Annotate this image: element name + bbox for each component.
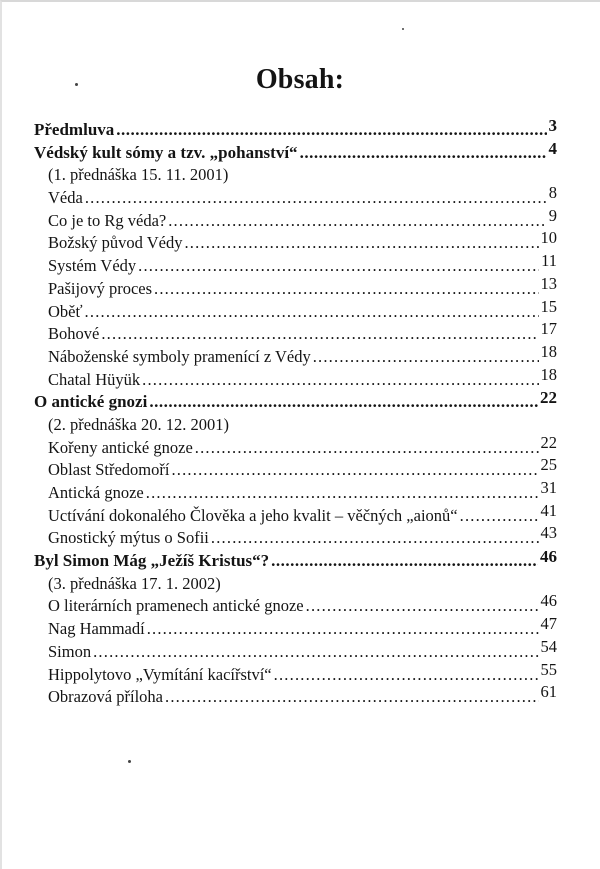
toc-page-number: 54 (540, 636, 557, 656)
dot-leader (313, 346, 539, 369)
toc-entry-title: Hippolytovo „Vymítání kacířství“ (48, 664, 272, 684)
toc-entry-title: Antická gnoze (48, 483, 144, 502)
dot-leader (271, 550, 538, 573)
dot-leader (116, 119, 546, 142)
dot-leader (168, 210, 547, 233)
toc-section-entry (34, 682, 557, 709)
toc-page-number: 10 (540, 228, 557, 248)
toc-page-number: 17 (540, 319, 557, 339)
dot-leader (142, 369, 538, 392)
toc-section-entry (34, 636, 557, 664)
toc-page-number: 47 (540, 614, 557, 634)
toc-page-number: 8 (548, 183, 557, 203)
toc-lecture-note (34, 414, 557, 437)
toc-chapter-entry (34, 547, 557, 573)
dot-leader (85, 301, 539, 324)
toc-entry-title: Gnostický mýtus o Sofii (48, 528, 209, 548)
toc-section-entry (34, 341, 557, 369)
dot-leader (138, 255, 539, 278)
toc-section-entry (34, 273, 557, 301)
toc-page-number: 46 (540, 547, 557, 567)
toc-page-number: 18 (540, 341, 557, 361)
toc-chapter-entry (34, 116, 557, 142)
dot-leader (306, 595, 539, 618)
dot-leader (147, 618, 539, 641)
dot-leader (195, 437, 539, 460)
toc-entry-title: Systém Védy (48, 256, 137, 276)
toc-section-entry (34, 455, 557, 482)
toc-section-entry (34, 500, 557, 528)
toc-lecture-note (34, 164, 557, 187)
toc-section-entry (34, 659, 557, 687)
toc-entry-title: Simon (48, 641, 92, 661)
toc-section-entry (34, 432, 557, 460)
toc-section-entry (34, 591, 557, 618)
toc-entry-title: (2. přednáška 20. 12. 2001) (48, 414, 230, 434)
toc-entry-title: O literárních pramenech antické gnoze (48, 596, 304, 616)
toc-section-entry (34, 523, 557, 550)
toc-entry-title: Oběť (48, 301, 83, 321)
toc-section-entry (34, 205, 557, 233)
toc-section-entry (34, 364, 557, 392)
toc-page-number: 22 (540, 388, 557, 408)
toc-entry-title: Náboženské symboly pramenící z Védy (48, 346, 311, 366)
toc-entry-title: Védský kult sómy a tzv. „pohanství“ (34, 142, 298, 162)
paper-speck (402, 28, 404, 30)
dot-leader (184, 232, 538, 255)
dot-leader (300, 142, 547, 165)
toc-page-number: 15 (540, 296, 557, 316)
toc-page-number: 13 (540, 273, 557, 293)
toc-entry-title: (3. přednáška 17. 1. 2002) (48, 573, 221, 593)
toc-chapter-entry (34, 138, 557, 165)
toc-page-number: 22 (540, 432, 557, 452)
toc-page-number: 9 (548, 205, 557, 225)
dot-leader (101, 323, 538, 346)
toc-page-number: 31 (540, 478, 557, 497)
toc-entry-title: Bohové (48, 324, 100, 344)
toc-section-entry (34, 228, 557, 255)
toc-page-number: 41 (540, 500, 557, 520)
toc-entry-title: Co je to Rg véda? (48, 210, 167, 230)
toc-entry-title: Obrazová příloha (48, 687, 163, 707)
toc-entry-title: O antické gnozi (34, 392, 148, 412)
toc-entry-title: Chatal Hüyük (48, 369, 141, 389)
toc-page-number: 61 (540, 682, 557, 702)
toc-entry-title: Nag Hammadí (48, 619, 145, 639)
toc-section-entry (34, 614, 557, 641)
toc-entry-title: Byl Simon Mág „Ježíš Kristus“? (34, 551, 270, 571)
table-of-contents (34, 116, 557, 709)
toc-page-number: 4 (548, 138, 557, 158)
toc-page-number: 25 (540, 455, 557, 475)
dot-leader (85, 187, 547, 210)
dot-leader (171, 459, 538, 482)
toc-entry-title: Božský původ Védy (48, 233, 183, 253)
toc-section-entry (34, 251, 557, 278)
toc-entry-title: (1. přednáška 15. 11. 2001) (48, 165, 229, 185)
toc-section-entry (34, 183, 557, 210)
toc-lecture-note (34, 573, 557, 596)
dot-leader (165, 686, 539, 709)
dot-leader (460, 505, 539, 528)
dot-leader (154, 278, 538, 301)
dot-leader (274, 664, 539, 687)
toc-page-number: 55 (540, 659, 557, 679)
toc-entry-title: Pašijový proces (48, 278, 153, 298)
dot-leader (149, 391, 538, 414)
toc-page-number: 3 (548, 116, 557, 135)
page-title: Obsah: (255, 64, 345, 95)
toc-entry-title: Uctívání dokonalého Člověka a jeho kvalit – věčných „aionů“ (48, 505, 458, 525)
dot-leader (93, 641, 538, 664)
dot-leader (146, 482, 539, 505)
toc-entry-title: Oblast Středomoří (48, 460, 170, 480)
toc-entry-title: Véda (48, 188, 83, 208)
dot-leader (211, 527, 539, 550)
paper-speck (128, 760, 131, 763)
toc-entry-title: Předmluva (34, 120, 115, 139)
toc-section-entry (34, 296, 557, 324)
toc-entry-title: Kořeny antické gnoze (48, 437, 193, 457)
toc-section-entry (34, 319, 557, 346)
toc-page-number: 18 (540, 364, 557, 384)
toc-chapter-entry (34, 388, 557, 414)
toc-page-number: 11 (541, 251, 557, 271)
toc-page-number: 46 (540, 591, 557, 611)
toc-section-entry (34, 478, 557, 505)
toc-page-number: 43 (540, 523, 557, 543)
